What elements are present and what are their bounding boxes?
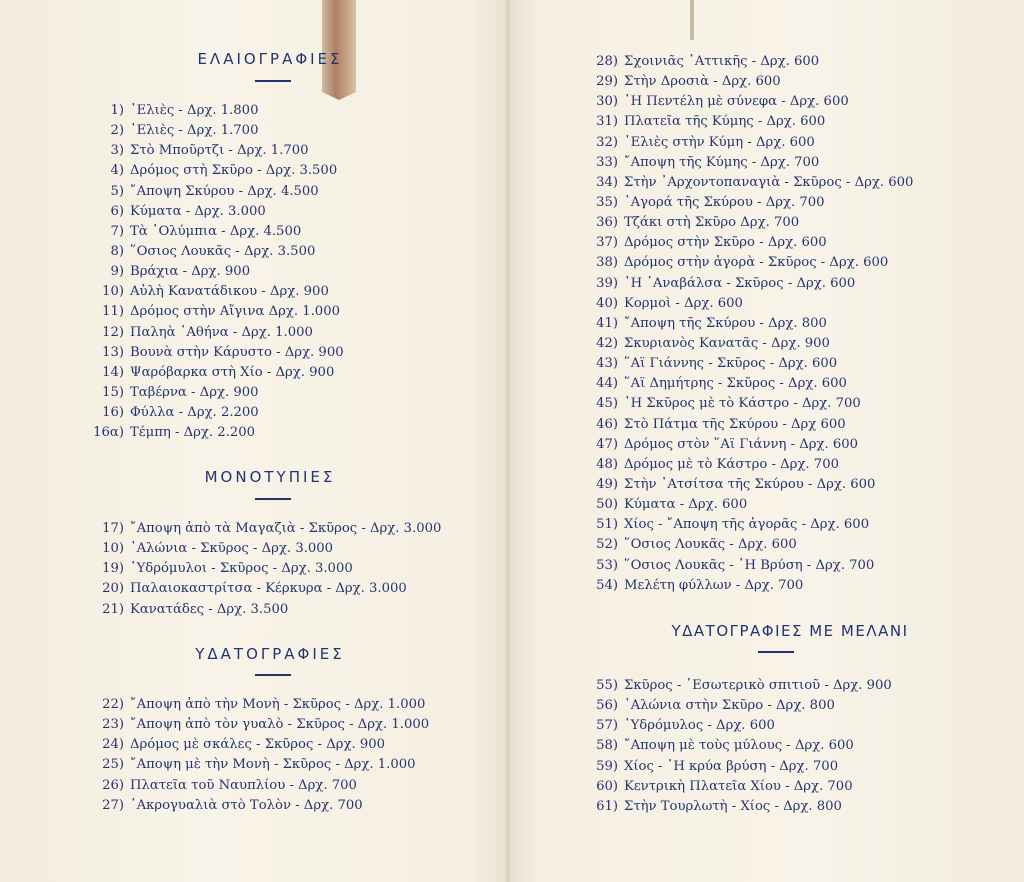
item-number: 3) bbox=[110, 143, 124, 159]
item-title-price: Στὸ Μποῦρτζι - Δρχ. 1.700 bbox=[130, 143, 309, 159]
item-number: 21) bbox=[102, 601, 124, 617]
item-title-price: Σχοινιᾶς ᾿Αττικῆς - Δρχ. 600 bbox=[624, 54, 820, 69]
item-title-price: ῞Οσιος Λουκᾶς - Δρχ. 3.500 bbox=[130, 243, 316, 259]
item-title-price: Στὸ Πάτμα τῆς Σκύρου - Δρχ 600 bbox=[624, 416, 846, 432]
list-item bbox=[0, 735, 429, 755]
item-title-price: Δρόμος στὴν ἀγορὰ - Σκῦρος - Δρχ. 600 bbox=[624, 255, 889, 271]
item-number: 56) bbox=[596, 698, 618, 714]
item-number: 19) bbox=[102, 561, 124, 577]
item-number: 22) bbox=[102, 697, 124, 712]
item-title-price: Αὐλὴ Κανατάδικου - Δρχ. 900 bbox=[130, 284, 329, 300]
item-number: 14) bbox=[102, 364, 124, 380]
item-title-price: Παληὰ ᾿Αθήνα - Δρχ. 1.000 bbox=[130, 324, 313, 340]
item-number: 48) bbox=[596, 456, 618, 472]
item-title-price: Δρόμος στὸν ῞Αϊ Γιάννη - Δρχ. 600 bbox=[624, 436, 859, 452]
list-item bbox=[0, 539, 441, 559]
list-item bbox=[510, 354, 913, 374]
list-item bbox=[510, 515, 913, 535]
list-item bbox=[0, 579, 441, 599]
item-title-price: Σκῦρος - ᾿Εσωτερικὸ σπιτιοῦ - Δρχ. 900 bbox=[624, 678, 892, 693]
item-title-price: ῎Αποψη μὲ τὴν Μονὴ - Σκῦρος - Δρχ. 1.000 bbox=[130, 757, 416, 773]
item-number: 16) bbox=[102, 405, 124, 421]
list-item bbox=[510, 314, 913, 334]
item-number: 33) bbox=[596, 154, 618, 170]
section-heading-monotypes: ΜΟΝΟΤΥΠΙΕΣ bbox=[204, 468, 336, 486]
item-number: 27) bbox=[102, 797, 124, 813]
item-number: 30) bbox=[596, 94, 618, 110]
list-item bbox=[510, 274, 913, 294]
ribbon-crease bbox=[690, 0, 694, 40]
item-title-price: Κύματα - Δρχ. 3.000 bbox=[130, 203, 266, 219]
item-number: 43) bbox=[596, 356, 618, 372]
item-title-price: Στὴν ᾿Αρχοντοπαναγιὰ - Σκῦρος - Δρχ. 600 bbox=[624, 174, 914, 190]
oil-paintings-list bbox=[0, 101, 344, 443]
item-number: 37) bbox=[596, 235, 618, 251]
item-title-price: ῾Η Σκῦρος μὲ τὸ Κάστρο - Δρχ. 700 bbox=[624, 396, 861, 412]
item-title-price: ῎Αποψη μὲ τοὺς μύλους - Δρχ. 600 bbox=[624, 738, 854, 754]
item-title-price: Τέμπη - Δρχ. 2.200 bbox=[130, 425, 256, 441]
item-title-price: ῎Αποψη τῆς Σκύρου - Δρχ. 800 bbox=[624, 315, 827, 331]
item-title-price: ῎Αποψη Σκύρου - Δρχ. 4.500 bbox=[130, 183, 319, 199]
list-item bbox=[0, 519, 441, 539]
item-title-price: Δρόμος στὴν Αἴγινα Δρχ. 1.000 bbox=[130, 304, 340, 320]
heading-underline bbox=[255, 80, 291, 82]
item-title-price: Σκυριανὸς Κανατᾶς - Δρχ. 900 bbox=[624, 335, 830, 351]
item-number: 51) bbox=[596, 517, 618, 533]
item-number: 42) bbox=[596, 335, 618, 351]
item-title-price: Στὴν Τουρλωτὴ - Χίος - Δρχ. 800 bbox=[624, 798, 842, 814]
item-title-price: Πλατεῖα τῆς Κύμης - Δρχ. 600 bbox=[624, 114, 826, 130]
section-heading-watercolors: ΥΔΑΤΟΓΡΑΦΙΕΣ bbox=[195, 645, 345, 663]
list-item bbox=[0, 776, 429, 796]
monotypes-list bbox=[0, 519, 441, 620]
heading-underline bbox=[758, 651, 794, 653]
item-title-price: Βουνὰ στὴν Κάρυστο - Δρχ. 900 bbox=[130, 344, 344, 360]
item-title-price: Ταβέρνα - Δρχ. 900 bbox=[130, 384, 259, 400]
item-title-price: Δρόμος στὴ Σκῦρο - Δρχ. 3.500 bbox=[130, 163, 338, 179]
item-number: 61) bbox=[596, 798, 618, 814]
item-number: 52) bbox=[596, 537, 618, 553]
list-item bbox=[510, 193, 913, 213]
item-number: 15) bbox=[102, 384, 124, 400]
list-item bbox=[510, 173, 913, 193]
item-number: 24) bbox=[102, 737, 124, 753]
section-heading-oil-paintings: ΕΛΑΙΟΓΡΑΦΙΕΣ bbox=[197, 50, 343, 68]
item-number: 11) bbox=[102, 304, 124, 320]
item-number: 2) bbox=[110, 123, 124, 139]
list-item bbox=[510, 757, 892, 777]
item-number: 54) bbox=[596, 577, 618, 593]
item-title-price: ῎Αποψη ἀπὸ τὰ Μαγαζιὰ - Σκῦρος - Δρχ. 3.000 bbox=[130, 521, 442, 536]
list-item bbox=[510, 213, 913, 233]
list-item bbox=[510, 415, 913, 435]
list-item bbox=[0, 343, 344, 363]
item-number: 29) bbox=[596, 74, 618, 90]
list-item bbox=[510, 716, 892, 736]
item-number: 47) bbox=[596, 436, 618, 452]
item-number: 25) bbox=[102, 757, 124, 773]
list-item bbox=[510, 294, 913, 314]
item-title-price: Δρόμος μὲ τὸ Κάστρο - Δρχ. 700 bbox=[624, 456, 839, 472]
item-title-price: Κύματα - Δρχ. 600 bbox=[624, 497, 748, 513]
item-title-price: ῞Οσιος Λουκᾶς - Δρχ. 600 bbox=[624, 537, 797, 553]
item-number: 32) bbox=[596, 134, 618, 150]
item-title-price: ᾿Αγορά τῆς Σκύρου - Δρχ. 700 bbox=[624, 194, 825, 210]
item-number: 35) bbox=[596, 194, 618, 210]
item-title-price: Φύλλα - Δρχ. 2.200 bbox=[130, 405, 259, 421]
item-number: 10) bbox=[102, 541, 124, 557]
list-item bbox=[510, 153, 913, 173]
item-title-price: ῾Υδρόμυλος - Δρχ. 600 bbox=[624, 718, 775, 734]
list-item bbox=[0, 755, 429, 775]
item-number: 41) bbox=[596, 315, 618, 331]
heading-underline bbox=[255, 498, 291, 500]
list-item bbox=[510, 394, 913, 414]
list-item bbox=[0, 423, 344, 443]
item-number: 28) bbox=[596, 54, 618, 69]
item-number: 55) bbox=[596, 678, 618, 693]
item-title-price: Δρόμος μὲ σκάλες - Σκῦρος - Δρχ. 900 bbox=[130, 737, 386, 753]
list-item bbox=[510, 334, 913, 354]
item-number: 34) bbox=[596, 174, 618, 190]
list-item bbox=[0, 242, 344, 262]
item-number: 36) bbox=[596, 215, 618, 231]
list-item bbox=[0, 796, 429, 816]
heading-underline bbox=[255, 674, 291, 676]
item-number: 1) bbox=[110, 103, 124, 118]
item-title-price: ῞Αϊ Δημήτρης - Σκῦρος - Δρχ. 600 bbox=[624, 376, 847, 392]
item-number: 17) bbox=[102, 521, 124, 536]
item-title-price: ᾿Ελιὲς στὴν Κύμη - Δρχ. 600 bbox=[624, 134, 815, 150]
item-title-price: Τὰ ᾿Ολύμπια - Δρχ. 4.500 bbox=[130, 223, 302, 239]
list-item bbox=[510, 435, 913, 455]
item-title-price: Χίος - ῾Η κρύα βρύση - Δρχ. 700 bbox=[624, 758, 839, 774]
list-item bbox=[510, 455, 913, 475]
item-title-price: Στὴν ᾿Ατσίτσα τῆς Σκύρου - Δρχ. 600 bbox=[624, 476, 876, 492]
item-title-price: ῎Αποψη ἀπὸ τὸν γυαλὸ - Σκῦρος - Δρχ. 1.000 bbox=[130, 717, 430, 733]
item-title-price: Ψαρόβαρκα στὴ Χίο - Δρχ. 900 bbox=[130, 364, 335, 380]
item-number: 16α) bbox=[93, 425, 124, 441]
list-item bbox=[510, 112, 913, 132]
list-item bbox=[0, 101, 344, 121]
item-number: 8) bbox=[110, 243, 124, 259]
item-number: 50) bbox=[596, 497, 618, 513]
list-item bbox=[510, 52, 913, 72]
item-title-price: Στὴν Δροσιὰ - Δρχ. 600 bbox=[624, 74, 781, 90]
list-item bbox=[0, 403, 344, 423]
item-title-price: Βράχια - Δρχ. 900 bbox=[130, 264, 251, 280]
item-title-price: ῎Αποψη τῆς Κύμης - Δρχ. 700 bbox=[624, 154, 820, 170]
item-number: 38) bbox=[596, 255, 618, 271]
item-number: 46) bbox=[596, 416, 618, 432]
item-number: 31) bbox=[596, 114, 618, 130]
list-item bbox=[510, 676, 892, 696]
watercolors-list bbox=[0, 695, 429, 816]
item-number: 44) bbox=[596, 376, 618, 392]
item-number: 26) bbox=[102, 777, 124, 793]
item-title-price: Μελέτη φύλλων - Δρχ. 700 bbox=[624, 577, 804, 593]
list-item bbox=[0, 323, 344, 343]
list-item bbox=[0, 141, 344, 161]
left-page bbox=[0, 0, 508, 882]
list-item bbox=[510, 696, 892, 716]
item-title-price: Τζάκι στὴ Σκῦρο Δρχ. 700 bbox=[624, 215, 800, 231]
list-item bbox=[0, 222, 344, 242]
list-item bbox=[510, 556, 913, 576]
item-title-price: ῾Η ᾿Αναβάλσα - Σκῦρος - Δρχ. 600 bbox=[624, 275, 856, 291]
list-item bbox=[510, 233, 913, 253]
section-heading-ink-watercolors: ΥΔΑΤΟΓΡΑΦΙΕΣ ΜΕ ΜΕΛΑΝΙ bbox=[671, 622, 909, 640]
list-item bbox=[0, 182, 344, 202]
item-title-price: Πλατεῖα τοῦ Ναυπλίου - Δρχ. 700 bbox=[130, 777, 357, 793]
list-item bbox=[510, 92, 913, 112]
item-title-price: ῾Υδρόμυλοι - Σκῦρος - Δρχ. 3.000 bbox=[130, 561, 353, 577]
list-item bbox=[0, 202, 344, 222]
item-number: 49) bbox=[596, 476, 618, 492]
list-item bbox=[510, 535, 913, 555]
list-item bbox=[510, 133, 913, 153]
item-number: 57) bbox=[596, 718, 618, 734]
item-title-price: Κεντρικὴ Πλατεῖα Χίου - Δρχ. 700 bbox=[624, 778, 853, 794]
item-title-price: ῾Η Πεντέλη μὲ σύνεφα - Δρχ. 600 bbox=[624, 94, 849, 110]
item-number: 39) bbox=[596, 275, 618, 291]
item-title-price: Παλαιοκαστρίτσα - Κέρκυρα - Δρχ. 3.000 bbox=[130, 581, 407, 597]
item-title-price: Δρόμος στὴν Σκῦρο - Δρχ. 600 bbox=[624, 235, 827, 251]
item-title-price: ῎Αποψη ἀπὸ τὴν Μονὴ - Σκῦρος - Δρχ. 1.000 bbox=[130, 697, 426, 712]
right-page bbox=[510, 0, 1024, 882]
item-title-price: ᾿Ελιὲς - Δρχ. 1.800 bbox=[130, 103, 259, 118]
item-title-price: ῞Αϊ Γιάννης - Σκῦρος - Δρχ. 600 bbox=[624, 356, 838, 372]
item-number: 5) bbox=[110, 183, 124, 199]
item-number: 45) bbox=[596, 396, 618, 412]
item-number: 59) bbox=[596, 758, 618, 774]
list-item bbox=[0, 695, 429, 715]
list-item bbox=[510, 736, 892, 756]
list-item bbox=[0, 363, 344, 383]
list-item bbox=[510, 777, 892, 797]
list-item bbox=[0, 121, 344, 141]
item-number: 13) bbox=[102, 344, 124, 360]
item-number: 58) bbox=[596, 738, 618, 754]
item-number: 20) bbox=[102, 581, 124, 597]
list-item bbox=[0, 262, 344, 282]
list-item bbox=[510, 475, 913, 495]
item-number: 9) bbox=[110, 264, 124, 280]
list-item bbox=[0, 600, 441, 620]
item-title-price: ῞Οσιος Λουκᾶς - ῾Η Βρύση - Δρχ. 700 bbox=[624, 557, 875, 573]
item-number: 4) bbox=[110, 163, 124, 179]
item-title-price: Χίος - ῎Αποψη τῆς ἀγορᾶς - Δρχ. 600 bbox=[624, 517, 870, 533]
list-item bbox=[510, 253, 913, 273]
list-item bbox=[0, 302, 344, 322]
list-item bbox=[0, 282, 344, 302]
list-item bbox=[0, 559, 441, 579]
list-item bbox=[510, 576, 913, 596]
list-item bbox=[510, 495, 913, 515]
item-title-price: ᾿Ελιὲς - Δρχ. 1.700 bbox=[130, 123, 259, 139]
item-number: 23) bbox=[102, 717, 124, 733]
item-title-price: Κορμοὶ - Δρχ. 600 bbox=[624, 295, 743, 311]
item-title-price: ᾿Αλώνια στὴν Σκῦρο - Δρχ. 800 bbox=[624, 698, 835, 714]
list-item bbox=[510, 374, 913, 394]
item-number: 40) bbox=[596, 295, 618, 311]
ink-watercolors-list bbox=[510, 676, 892, 817]
list-item bbox=[510, 72, 913, 92]
item-number: 10) bbox=[102, 284, 124, 300]
item-title-price: ᾿Ακρογυαλιὰ στὸ Τολὸν - Δρχ. 700 bbox=[130, 797, 363, 813]
list-item bbox=[0, 383, 344, 403]
paintings-list-continued bbox=[510, 52, 913, 596]
list-item bbox=[0, 715, 429, 735]
item-title-price: Κανατάδες - Δρχ. 3.500 bbox=[130, 601, 289, 617]
item-number: 12) bbox=[102, 324, 124, 340]
item-number: 53) bbox=[596, 557, 618, 573]
item-number: 6) bbox=[110, 203, 124, 219]
list-item bbox=[0, 161, 344, 181]
item-number: 60) bbox=[596, 778, 618, 794]
item-number: 7) bbox=[110, 223, 124, 239]
list-item bbox=[510, 797, 892, 817]
item-title-price: ᾿Αλώνια - Σκῦρος - Δρχ. 3.000 bbox=[130, 541, 334, 557]
